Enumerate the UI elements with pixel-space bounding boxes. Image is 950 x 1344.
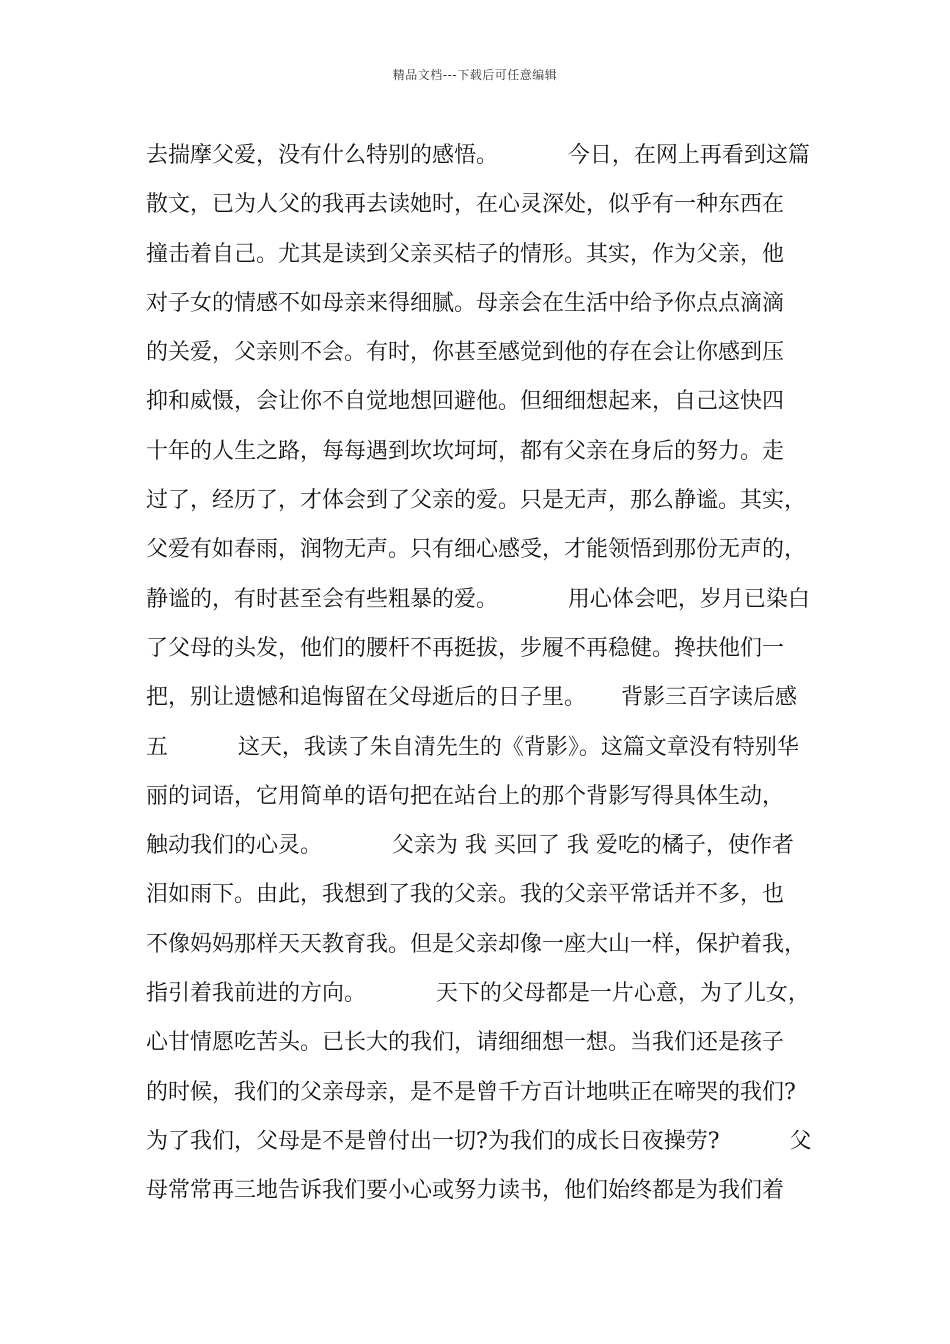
- text-line: 五 这天，我读了朱自清先生的《背影》。这篇文章没有特别华: [146, 734, 799, 760]
- text-line: 散文，已为人父的我再去读她时，在心灵深处，似乎有一种东西在: [146, 192, 785, 218]
- text-line: 过了，经历了，才体会到了父亲的爱。只是无声，那么静谧。其实，: [146, 488, 807, 514]
- text-line: 了父母的头发，他们的腰杆不再挺拔，步履不再稳健。搀扶他们一: [146, 635, 785, 661]
- text-line: 指引着我前进的方向。 天下的父母都是一片心意，为了儿女，: [146, 981, 810, 1007]
- text-line: 把，别让遗憾和追悔留在父母逝后的日子里。 背影三百字读后感: [146, 685, 797, 711]
- text-line: 静谧的，有时甚至会有些粗暴的爱。 用心体会吧，岁月已染白: [146, 586, 810, 612]
- body-text: [146, 131, 826, 1216]
- text-line: 撞击着自己。尤其是读到父亲买桔子的情形。其实，作为父亲，他: [146, 241, 785, 267]
- text-line: 十年的人生之路，每每遇到坎坎坷坷，都有父亲在身后的努力。走: [146, 438, 785, 464]
- text-line: 触动我们的心灵。 父亲为 我 买回了 我 爱吃的橘子，使作者: [146, 833, 794, 859]
- page-header: 精品文档---下载后可任意编辑: [392, 68, 558, 82]
- text-line: 丽的词语，它用简单的语句把在站台上的那个背影写得具体生动，: [146, 783, 785, 809]
- text-line: 泪如雨下。由此，我想到了我的父亲。我的父亲平常话并不多，也: [146, 882, 785, 908]
- text-line: 去揣摩父爱，没有什么特别的感悟。 今日，在网上再看到这篇: [146, 143, 810, 168]
- text-line: 母常常再三地告诉我们要小心或努力读书，他们始终都是为我们着: [146, 1178, 785, 1204]
- text-line: 的时候，我们的父亲母亲，是不是曾千方百计地哄正在啼哭的我们?: [146, 1079, 796, 1105]
- text-line: 父爱有如春雨，润物无声。只有细心感受，才能领悟到那份无声的，: [146, 537, 807, 563]
- text-line: 心甘情愿吃苦头。已长大的我们，请细细想一想。当我们还是孩子: [146, 1030, 785, 1056]
- text-line: 为了我们，父母是不是曾付出一切?为我们的成长日夜操劳? 父: [146, 1128, 812, 1154]
- text-line: 不像妈妈那样天天教育我。但是父亲却像一座大山一样，保护着我，: [146, 931, 807, 957]
- text-line: 抑和威慑，会让你不自觉地想回避他。但细细想起来，自己这快四: [146, 389, 785, 415]
- text-line: 的关爱，父亲则不会。有时，你甚至感觉到他的存在会让你感到压: [146, 340, 785, 366]
- text-line: 对子女的情感不如母亲来得细腻。母亲会在生活中给予你点点滴滴: [146, 290, 785, 316]
